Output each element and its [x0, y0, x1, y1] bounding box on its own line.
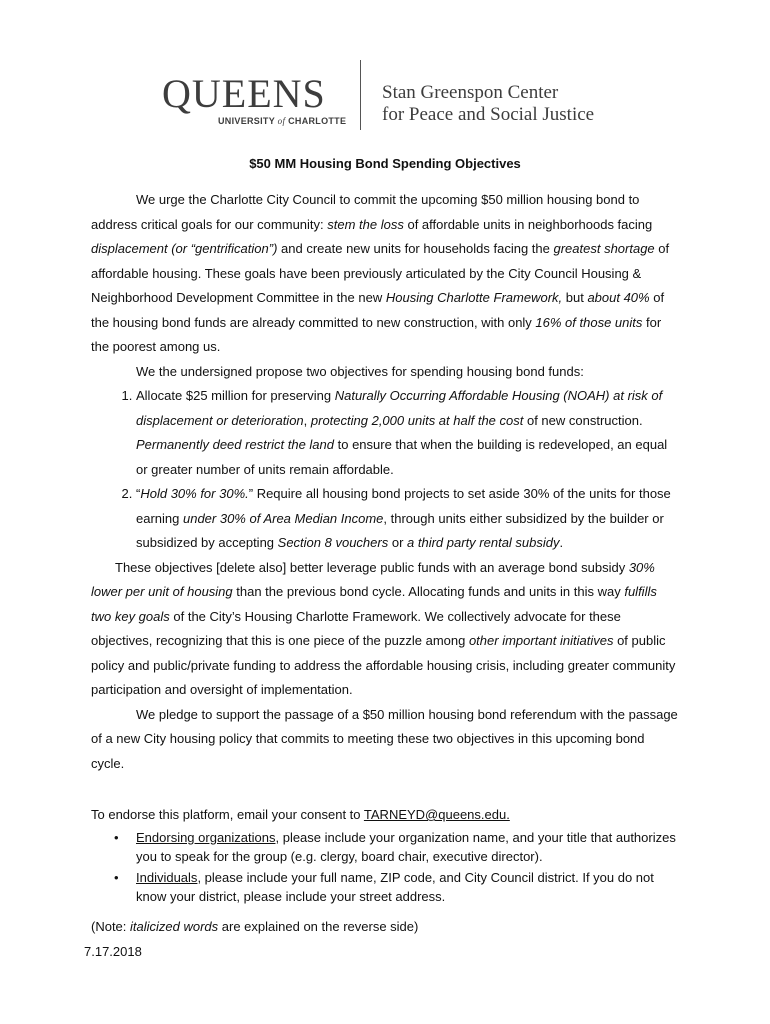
- center-name-line1: Stan Greenspon Center: [382, 82, 559, 103]
- paragraph-pledge: We pledge to support the passage of a $50 million housing bond referendum with the passage of a new City housing policy that commits to meeting these two objectives in this upcoming bond cycle.: [91, 706, 678, 771]
- document-title: $50 MM Housing Bond Spending Objectives: [249, 156, 521, 171]
- endorse-section: [91, 805, 679, 908]
- paragraph-leverage: These objectives [delete also] better leverage public funds with an average bond subsidy 30% lower per unit of housing than the previous bond cycle. Allocating funds and units in this way fulfills two key goals of the City’s Housing Charlotte Framework. We collectively advocate for these objectives, recognizing that this is one piece of the puzzle among other important initiatives of public policy and public/private funding to address the affordable housing crisis, including greater community participation and oversight of implementation.: [91, 559, 676, 697]
- paragraph-proposal: We the undersigned propose two objectives for spending housing bond funds:: [136, 363, 584, 379]
- paragraph-intro: We urge the Charlotte City Council to commit the upcoming $50 million housing bond to address critical goals for our community: stem the loss of affordable units in neighborhoods facing displacement (or “gentrification”) and create new units for households facing the greatest shortage of affordable housing. These goals have been previously articulated by the City Council Housing & Neighborhood Development Committee in the new Housing Charlotte Framework, but about 40% of the housing bond funds are already committed to new construction, with only 16% of those units for the poorest among us.: [91, 192, 670, 354]
- queens-wordmark: QUEENS: [162, 71, 326, 116]
- objective-item-2: 2. “Hold 30% for 30%.” Require all housing bond projects to set aside 30% of the units for those earning under 30% of Area Median Income, through units either subsidized by the builder or subsidized by accepting Section 8 vouchers or a third party rental subsidy.: [136, 482, 679, 556]
- logo-divider: [360, 60, 361, 130]
- document-date: 7.17.2018: [84, 944, 142, 959]
- queens-subtitle: UNIVERSITY of CHARLOTTE: [218, 116, 347, 126]
- footnote: (Note: italicized words are explained on the reverse side): [91, 919, 419, 934]
- email-link[interactable]: TARNEYD@queens.edu.: [363, 807, 510, 822]
- center-name-line2: for Peace and Social Justice: [382, 104, 595, 125]
- objectives-list: [91, 384, 679, 556]
- document-body: [91, 188, 679, 776]
- endorse-list: [91, 828, 679, 906]
- objective-item-1: 1. Allocate $25 million for preserving Naturally Occurring Affordable Housing (NOAH) at risk of displacement or deterioration, protecting 2,000 units at half the cost of new construction. Permanently deed restrict the land to ensure that when the building is redeveloped, an equal or greater number of units remain affordable.: [136, 384, 679, 482]
- endorse-item-organizations: • Endorsing organizations, please include your organization name, and your title that authorizes you to speak for the group (e.g. clergy, board chair, executive director).: [136, 828, 679, 866]
- endorse-item-individuals: • Individuals, please include your full name, ZIP code, and City Council district. If you do not know your district, please include your street address.: [136, 868, 679, 906]
- queens-logo: [162, 60, 622, 130]
- endorse-intro: To endorse this platform, email your consent to TARNEYD@queens.edu.: [91, 807, 510, 822]
